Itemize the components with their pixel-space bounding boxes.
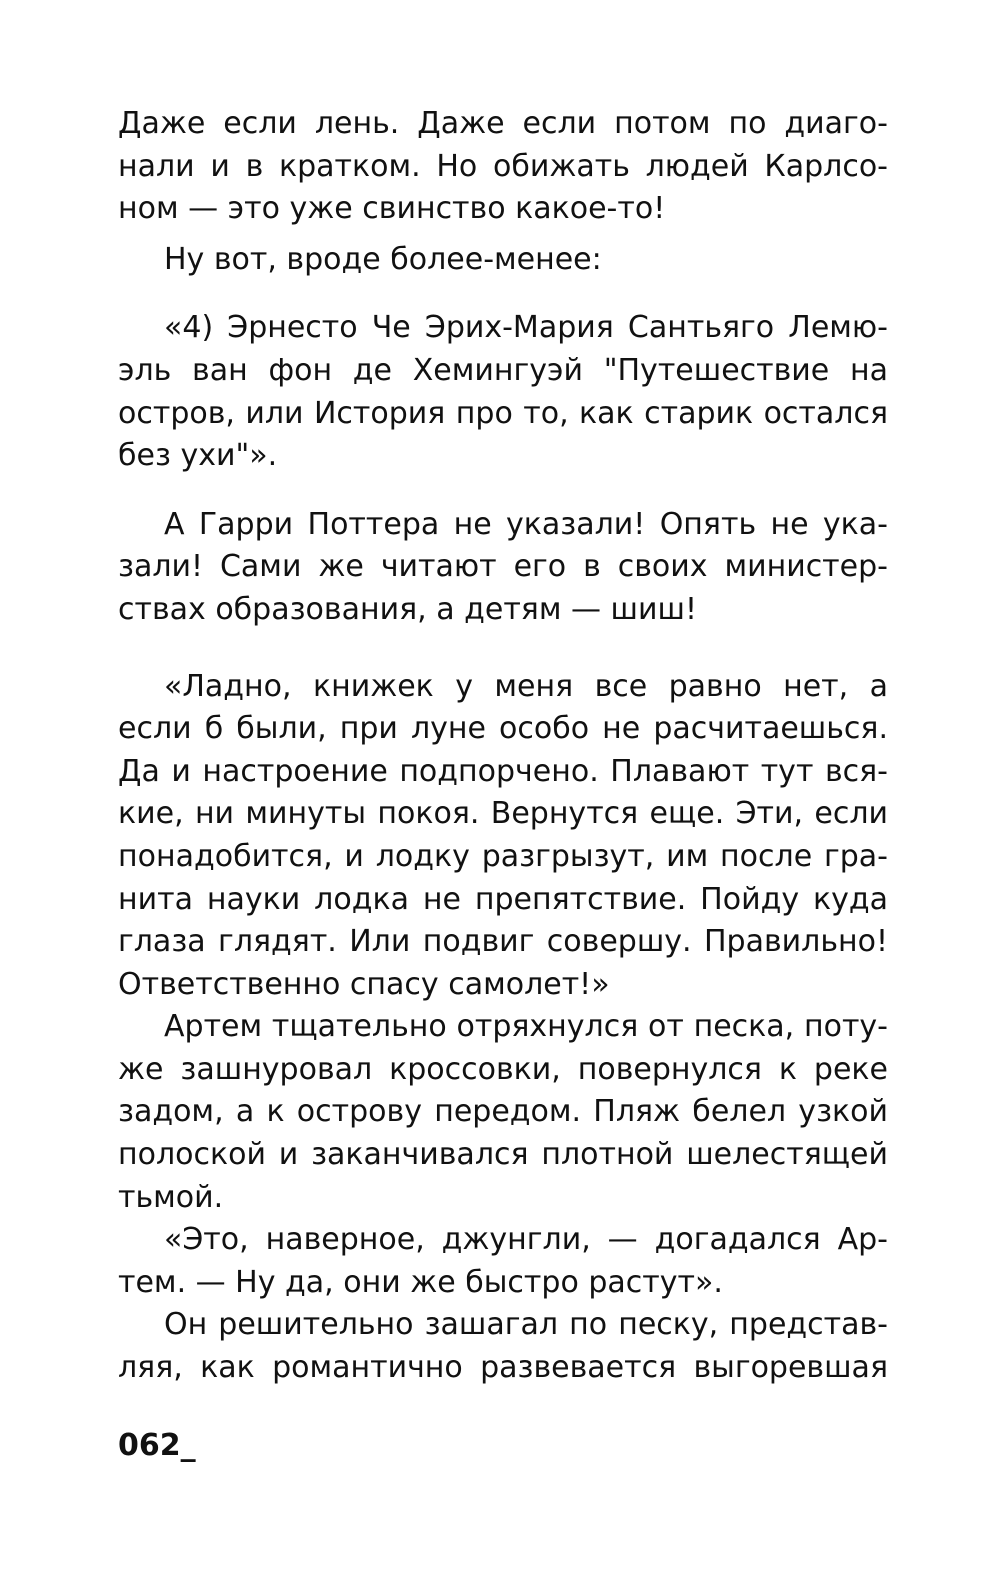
text-line: Он решительно зашагал по песку, представ- xyxy=(164,1307,888,1343)
spacer xyxy=(118,478,888,504)
text-line: тем. — Ну да, они же быстро растут». xyxy=(118,1264,723,1300)
page-body-text xyxy=(118,103,888,1390)
paragraph xyxy=(118,666,888,1007)
paragraph xyxy=(118,103,888,231)
text-line: полоской и заканчивался плотной шелестящей xyxy=(118,1137,888,1173)
paragraph xyxy=(118,1219,888,1304)
text-line: Ну вот, вроде более-менее: xyxy=(164,241,602,277)
text-line: «Ладно, книжек у меня все равно нет, а xyxy=(164,668,888,704)
text-line: задом, а к острову передом. Пляж белел узкой xyxy=(118,1094,888,1130)
text-line: ном — это уже свинство какое-то! xyxy=(118,191,666,227)
paragraph xyxy=(118,504,888,632)
text-line: зали! Сами же читают его в своих министер- xyxy=(118,549,888,585)
text-line: же зашнуровал кроссовки, повернулся к реке xyxy=(118,1051,888,1087)
page-number: 062_ xyxy=(118,1428,196,1463)
text-line: Артем тщательно отряхнулся от песка, поту- xyxy=(164,1009,888,1045)
paragraph xyxy=(118,1304,888,1389)
text-line: Да и настроение подпорчено. Плавают тут вся- xyxy=(118,753,888,789)
text-line: тьмой. xyxy=(118,1179,224,1215)
text-line: «4) Эрнесто Че Эрих-Мария Сантьяго Лемю- xyxy=(164,310,888,346)
text-line: Ответственно спасу самолет!» xyxy=(118,966,610,1002)
paragraph xyxy=(118,307,888,477)
text-line: без ухи"». xyxy=(118,438,278,474)
text-line: «Это, наверное, джунгли, — догадался Ар- xyxy=(164,1222,888,1258)
text-line: Даже если лень. Даже если потом по диаго- xyxy=(118,106,888,141)
text-line: нита науки лодка не препятствие. Пойду куда xyxy=(118,881,888,917)
spacer xyxy=(118,281,888,307)
text-line: ствах образования, а детям — шиш! xyxy=(118,591,697,627)
text-line: понадобится, и лодку разгрызут, им после гра- xyxy=(118,838,888,874)
spacer xyxy=(118,231,888,239)
text-line: глаза глядят. Или подвиг совершу. Правильно! xyxy=(118,924,888,960)
paragraph xyxy=(118,239,888,282)
spacer xyxy=(118,658,888,666)
text-line: остров, или История про то, как старик остался xyxy=(118,395,888,431)
text-line: если б были, при луне особо не расчитаешься. xyxy=(118,711,888,747)
text-line: нали и в кратком. Но обижать людей Карлсо- xyxy=(118,148,888,184)
text-line: кие, ни минуты покоя. Вернутся еще. Эти, если xyxy=(118,796,888,832)
paragraph xyxy=(118,1006,888,1219)
text-line: эль ван фон де Хемингуэй "Путешествие на xyxy=(118,352,888,388)
text-line: А Гарри Поттера не указали! Опять не ука- xyxy=(164,506,888,542)
text-line: ляя, как романтично развевается выгоревшая xyxy=(118,1350,888,1386)
spacer xyxy=(118,632,888,658)
